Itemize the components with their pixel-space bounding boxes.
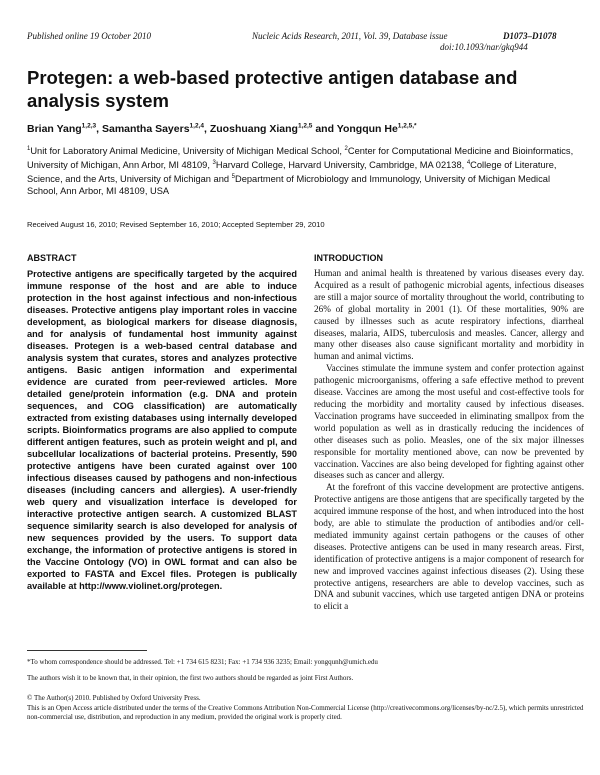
affiliation: $^3$Harvard College, Harvard University, Cambridge, MA 02138, [212,160,467,171]
page-range: D1073–D1078 [503,31,557,41]
paper-title: Protegen: a web-based protective antigen database and analysis system [27,67,518,111]
author: Samantha Sayers$^{1,2,4}$, [101,122,210,135]
abstract-heading: ABSTRACT [27,253,77,263]
affiliation: $^4$College of Literature, Science, and the Arts, University of Michigan and [27,160,557,185]
joint-authors-note: The authors wish it to be known that, in their opinion, the first two authors should be regarded as joint First Authors. [27,674,354,682]
introduction-heading: INTRODUCTION [314,253,383,263]
affiliation: $^1$Unit for Laboratory Animal Medicine, University of Michigan Medical School, [27,146,345,157]
correspondence-footnote: *To whom correspondence should be addressed. Tel: +1 734 615 8231; Fax: +1 734 936 3235; Email: yongqunh@umich.edu [27,658,378,666]
copyright-notice: © The Author(s) 2010. Published by Oxford University Press. [27,694,201,702]
abstract-text: Protective antigens are specifically targeted by the acquired immune response of the host and are able to induce protection in the host against infectious and non-infectious diseases. Protective antigens play important roles in vaccine development, as biological markers for disease diagnosis, and for analysis of fundamental host immunity against diseases. Protegen is a web-based central database and analysis system that curates, stores and analyzes protective antigens. Basic antigen information and experimental evidence are curated from peer-reviewed articles. More detailed gene/protein information (e.g. DNA and protein sequences, and COG classification) are automatically extracted from existing databases using internally developed scripts. Bioinformatics programs are also applied to compute different antigen features, such as protein weight and pI, and subcellular localizations of bacterial proteins. Presently, 590 protective antigens have been curated against over 100 infectious diseases caused by pathogens and non-infectious diseases (including cancers and allergies). A user-friendly web query and visualization interface is developed for interactive protective antigen search. A customized BLAST sequence similarity search is also developed for analysis of new sequences provided by the users. To support data exchange, the information of protective antigens is stored in the Vaccine Ontology (VO) in OWL format and can also be exported to FASTA and Excel files. Protegen is publically available at http://www.violinet.org/protegen. [27,269,297,591]
affiliations [27,143,582,197]
affiliation: $^2$Center for Computational Medicine and Bioinformatics, University of Michigan, Ann Arbor, MI 48109, [27,146,574,171]
author: Yongqun $He^{1,2,5,*}$ [336,122,417,135]
introduction-body [314,268,584,613]
affiliation: $^5$Department of Microbiology and Immunology, University of Michigan Medical School, Ann Arbor, MI 48109, USA [27,174,551,197]
author: Zuoshuang Xiang$^{1,2,5}$ and [209,122,337,135]
footnote-divider [27,650,147,651]
introduction-paragraph: At the forefront of this vaccine development are protective antigens. Protective antigens are those antigens that are specifically targeted by the acquired immune response of the host, and when introduced into the host body, are able to stimulate the production of antibodies and/or cell-mediated immunity against certain pathogens or the causes of other diseases. Protective antigens can be used in many research areas. First, identification of protective antigens is a major component of research for new and improved vaccines against infectious diseases (2). Using these protective antigens, researchers are able to develop vaccines, such as DNA and subunit vaccines, which use targeted antigen DNA or proteins to elicit a [314,482,584,612]
doi: doi:10.1093/nar/gkq944 [440,42,528,52]
journal-citation: Nucleic Acids Research, 2011, Vol. 39, Database issue [252,31,448,41]
license-notice: This is an Open Access article distributed under the terms of the Creative Commons Attribution Non-Commercial License (http://creativecommons.org/licenses/by-nc/2.5), which permits unrestricted non-commercial use, distribution, and reproduction in any medium, provided the original work is properly cited. [27,704,584,721]
author: Brian Yang$^{1,2,3}$, [27,122,102,135]
received-dates: Received August 16, 2010; Revised September 16, 2010; Accepted September 29, 2010 [27,220,325,229]
introduction-paragraph: Human and animal health is threatened by various diseases every day. Acquired as a result of pathogenic microbial agents, infectious diseases are still a major source of mortality throughout the world, contributing to 26% of global mortality in 2001 (1). Of these mortalities, 90% are caused by illnesses such as acute respiratory infections, diarrheal diseases, malaria, AIDS, tuberculosis and measles. Cancer, allergy and many other diseases also cause significant mortality and morbidity in human and animal victims. [314,268,584,362]
published-date: Published online 19 October 2010 [27,31,151,41]
author-list [27,122,417,135]
introduction-paragraph: Vaccines stimulate the immune system and confer protection against pathogenic microorganisms, offering a safe effective method to prevent disease. Vaccines are among the most useful and cost-effective tools for reducing the morbidity and mortality caused by infectious diseases. Vaccination programs have succeeded in eliminating smallpox from the world population as well as in drastically reducing the incidences of other diseases such as polio. Measles, one of the six major illnesses responsible for mortality mentioned above, can now be prevented by vaccination. Vaccines are also being developed for fighting against other diseases such as cancer and allergy. [314,363,584,481]
